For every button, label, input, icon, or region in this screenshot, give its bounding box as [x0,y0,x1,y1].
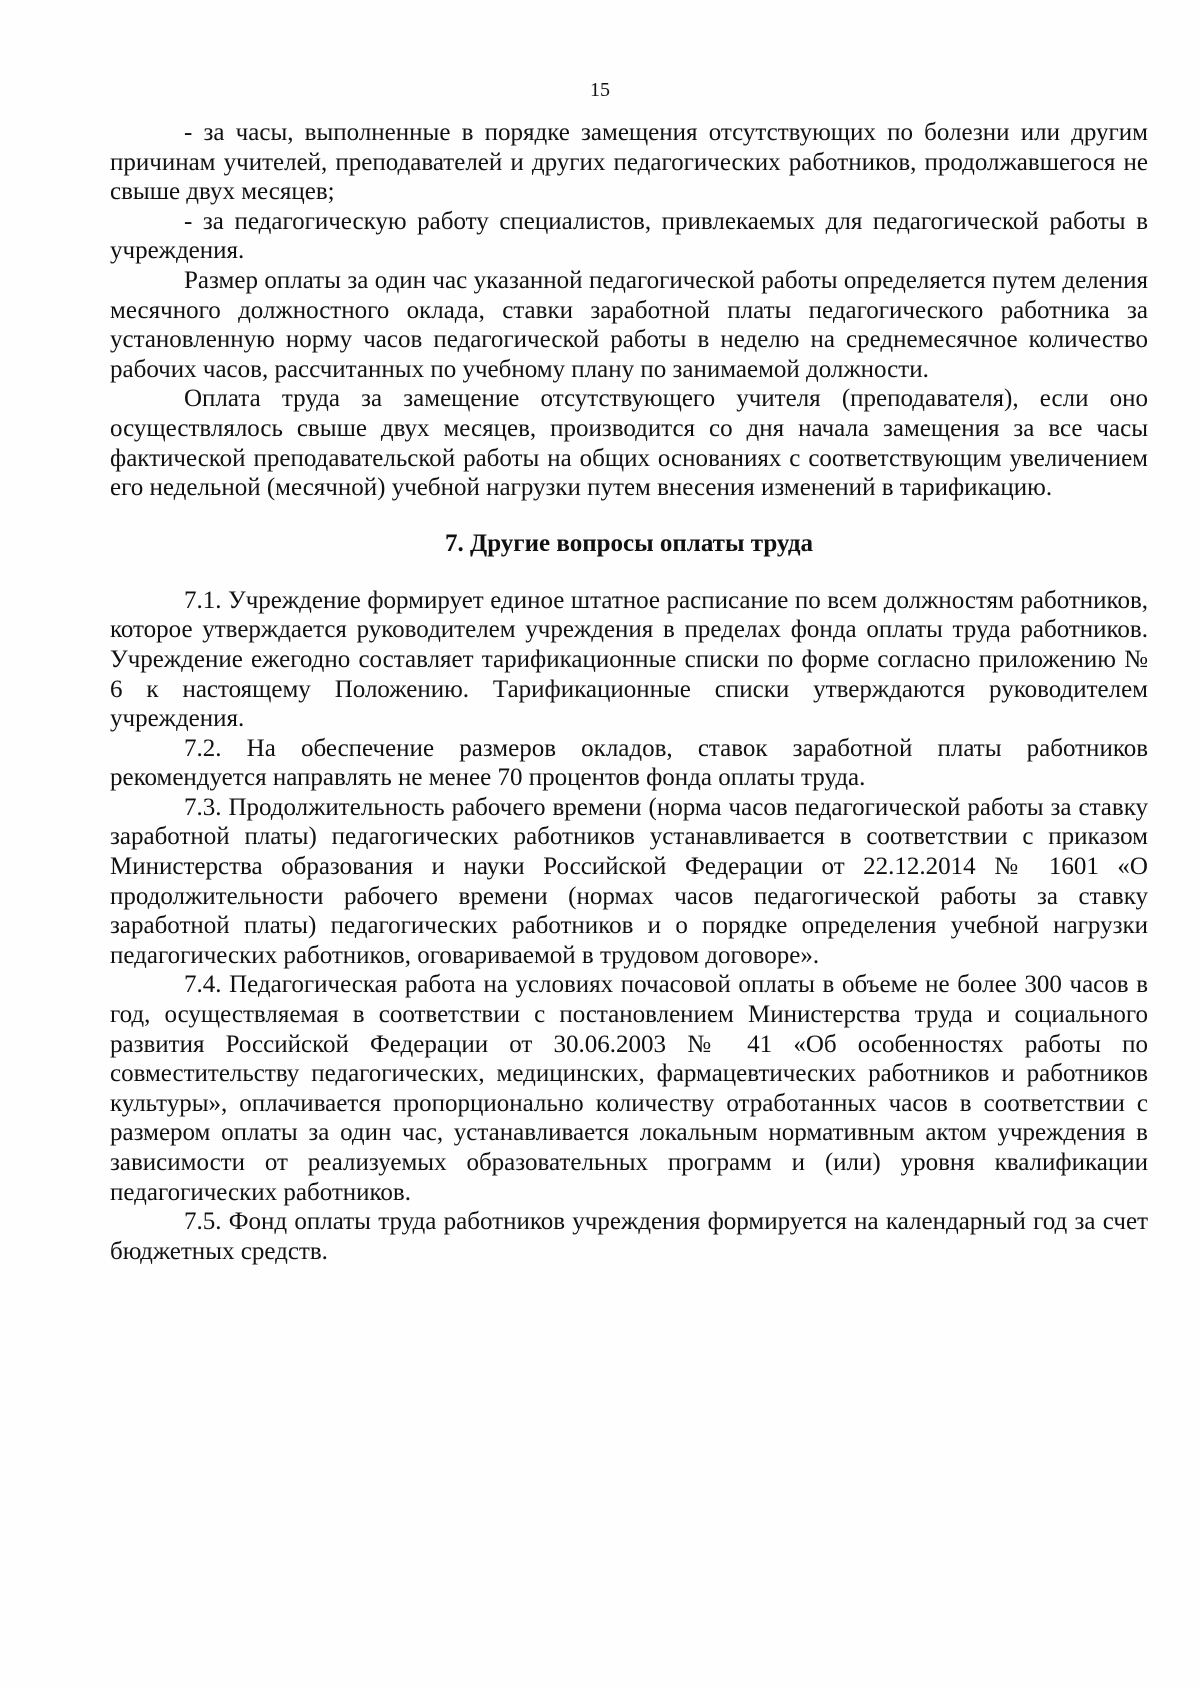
paragraph-substitution-payment: Оплата труда за замещение отсутствующего учителя (преподавателя), если оно осуществлялось свыше двух месяцев, производится со дня начала замещения за все часы фактической преподавательской работы на общих основаниях с соответствующим увеличением его недельной (месячной) учебной нагрузки путем внесения изменений в тарификацию. [110,385,1148,502]
section-heading: 7. Другие вопросы оплаты труда [445,529,813,557]
paragraph-7-1: 7.1. Учреждение формирует единое штатное расписание по всем должностям работников, которое утверждается руководителем учреждения в пределах фонда оплаты труда работников. Учреждение ежегодно составляет тарификационные списки по форме согласно приложению № 6 к настоящему Положению. Тарификационные списки утверждаются руководителем учреждения. [110,586,1148,733]
paragraph-7-3: 7.3. Продолжительность рабочего времени (норма часов педагогической работы за ставку заработной платы) педагогических работников устанавливается в соответствии с приказом Министерства образования и науки Российской Федерации от 22.12.2014 № 1601 «О продолжительности рабочего времени (нормах часов педагогической работы за ставку заработной платы) педагогических работников и о порядке определения учебной нагрузки педагогических работников, оговариваемой в трудовом договоре». [110,793,1148,969]
paragraph-specialists-work: - за педагогическую работу специалистов, привлекаемых для педагогической работы в учреждения. [110,207,1148,265]
paragraph-7-5: 7.5. Фонд оплаты труда работников учреждения формируется на календарный год за счет бюджетных средств. [110,1208,1148,1265]
document-body [110,118,1148,1266]
paragraph-7-4: 7.4. Педагогическая работа на условиях почасовой оплаты в объеме не более 300 часов в год, осуществляемая в соответствии с постановлением Министерства труда и социального развития Российской Федерации от 30.06.2003 № 41 «Об особенностях работы по совместительству педагогических, медицинских, фармацевтических работников и работников культуры», оплачивается пропорционально количеству отработанных часов в соответствии с размером оплаты за один час, устанавливается локальным нормативным актом учреждения в зависимости от реализуемых образовательных программ и (или) уровня квалификации педагогических работников. [110,971,1148,1206]
paragraph-hourly-rate: Размер оплаты за один час указанной педагогической работы определяется путем деления месячного должностного оклада, ставки заработной платы педагогического работника за установленную норму часов педагогической работы в неделю на среднемесячное количество рабочих часов, рассчитанных по учебному плану по занимаемой должности. [110,266,1148,383]
paragraph-substitution-hours: - за часы, выполненные в порядке замещения отсутствующих по болезни или другим причинам учителей, преподавателей и других педагогических работников, продолжавшегося не свыше двух месяцев; [110,119,1148,206]
paragraph-7-2: 7.2. На обеспечение размеров окладов, ставок заработной платы работников рекомендуется направлять не менее 70 процентов фонда оплаты труда. [110,734,1148,792]
page-number: 15 [590,79,610,101]
